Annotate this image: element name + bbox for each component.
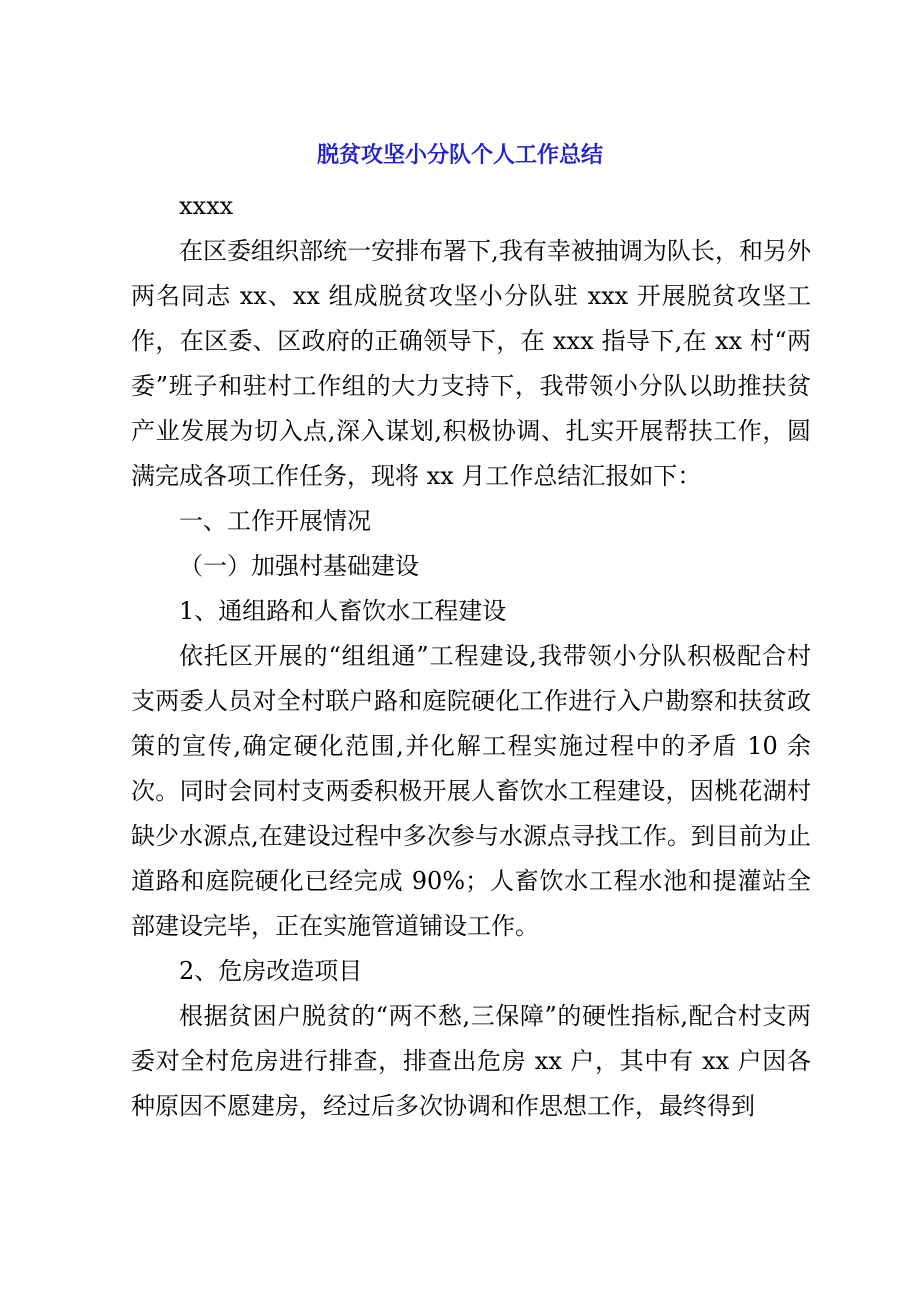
section-heading: 一、工作开展情况 <box>179 507 371 535</box>
paragraph: 依托区开展的“组组通”工程建设,我带领小分队积极配合村支两委人员对全村联户路和庭院硬化工作进行入户勘察和扶贫政策的宣传,确定硬化范围,并化解工程实施过程中的矛盾 10 余次。同时会同村支两委积极开展人畜饮水工程建设，因桃花湖村缺少水源点,在建设过程中多次参与水源点寻找工作。到目前为止道路和庭院硬化已经完成 90%；人畜饮水工程水池和提灌站全部建设完毕，正在实施管道铺设工作。 <box>131 642 811 940</box>
item-heading: 2、危房改造项目 <box>179 957 363 985</box>
paragraph: 根据贫困户脱贫的“两不愁,三保障”的硬性指标,配合村支两委对全村危房进行排查，排查出危房 xx 户，其中有 xx 户因各种原因不愿建房，经过后多次协调和作思想工作，最终得到 <box>131 1002 811 1120</box>
paragraph-intro: 在区委组织部统一安排布署下,我有幸被抽调为队长，和另外两名同志 xx、xx 组成脱贫攻坚小分队驻 xxx 开展脱贫攻坚工作，在区委、区政府的正确领导下，在 xxx 指导下,在 xx 村“两委”班子和驻村工作组的大力支持下，我带领小分队以助推扶贫产业发展为切入点,深入谋划,积极协调、扎实开展帮扶工作，圆满完成各项工作任务，现将 xx 月工作总结汇报如下： <box>131 237 811 490</box>
subsection-heading: （一）加强村基础建设 <box>179 552 419 580</box>
item-heading: 1、通组路和人畜饮水工程建设 <box>179 597 507 625</box>
document-body <box>131 184 811 1129</box>
document-title: 脱贫攻坚小分队个人工作总结 <box>316 143 603 168</box>
author-line: xxxx <box>179 192 234 220</box>
